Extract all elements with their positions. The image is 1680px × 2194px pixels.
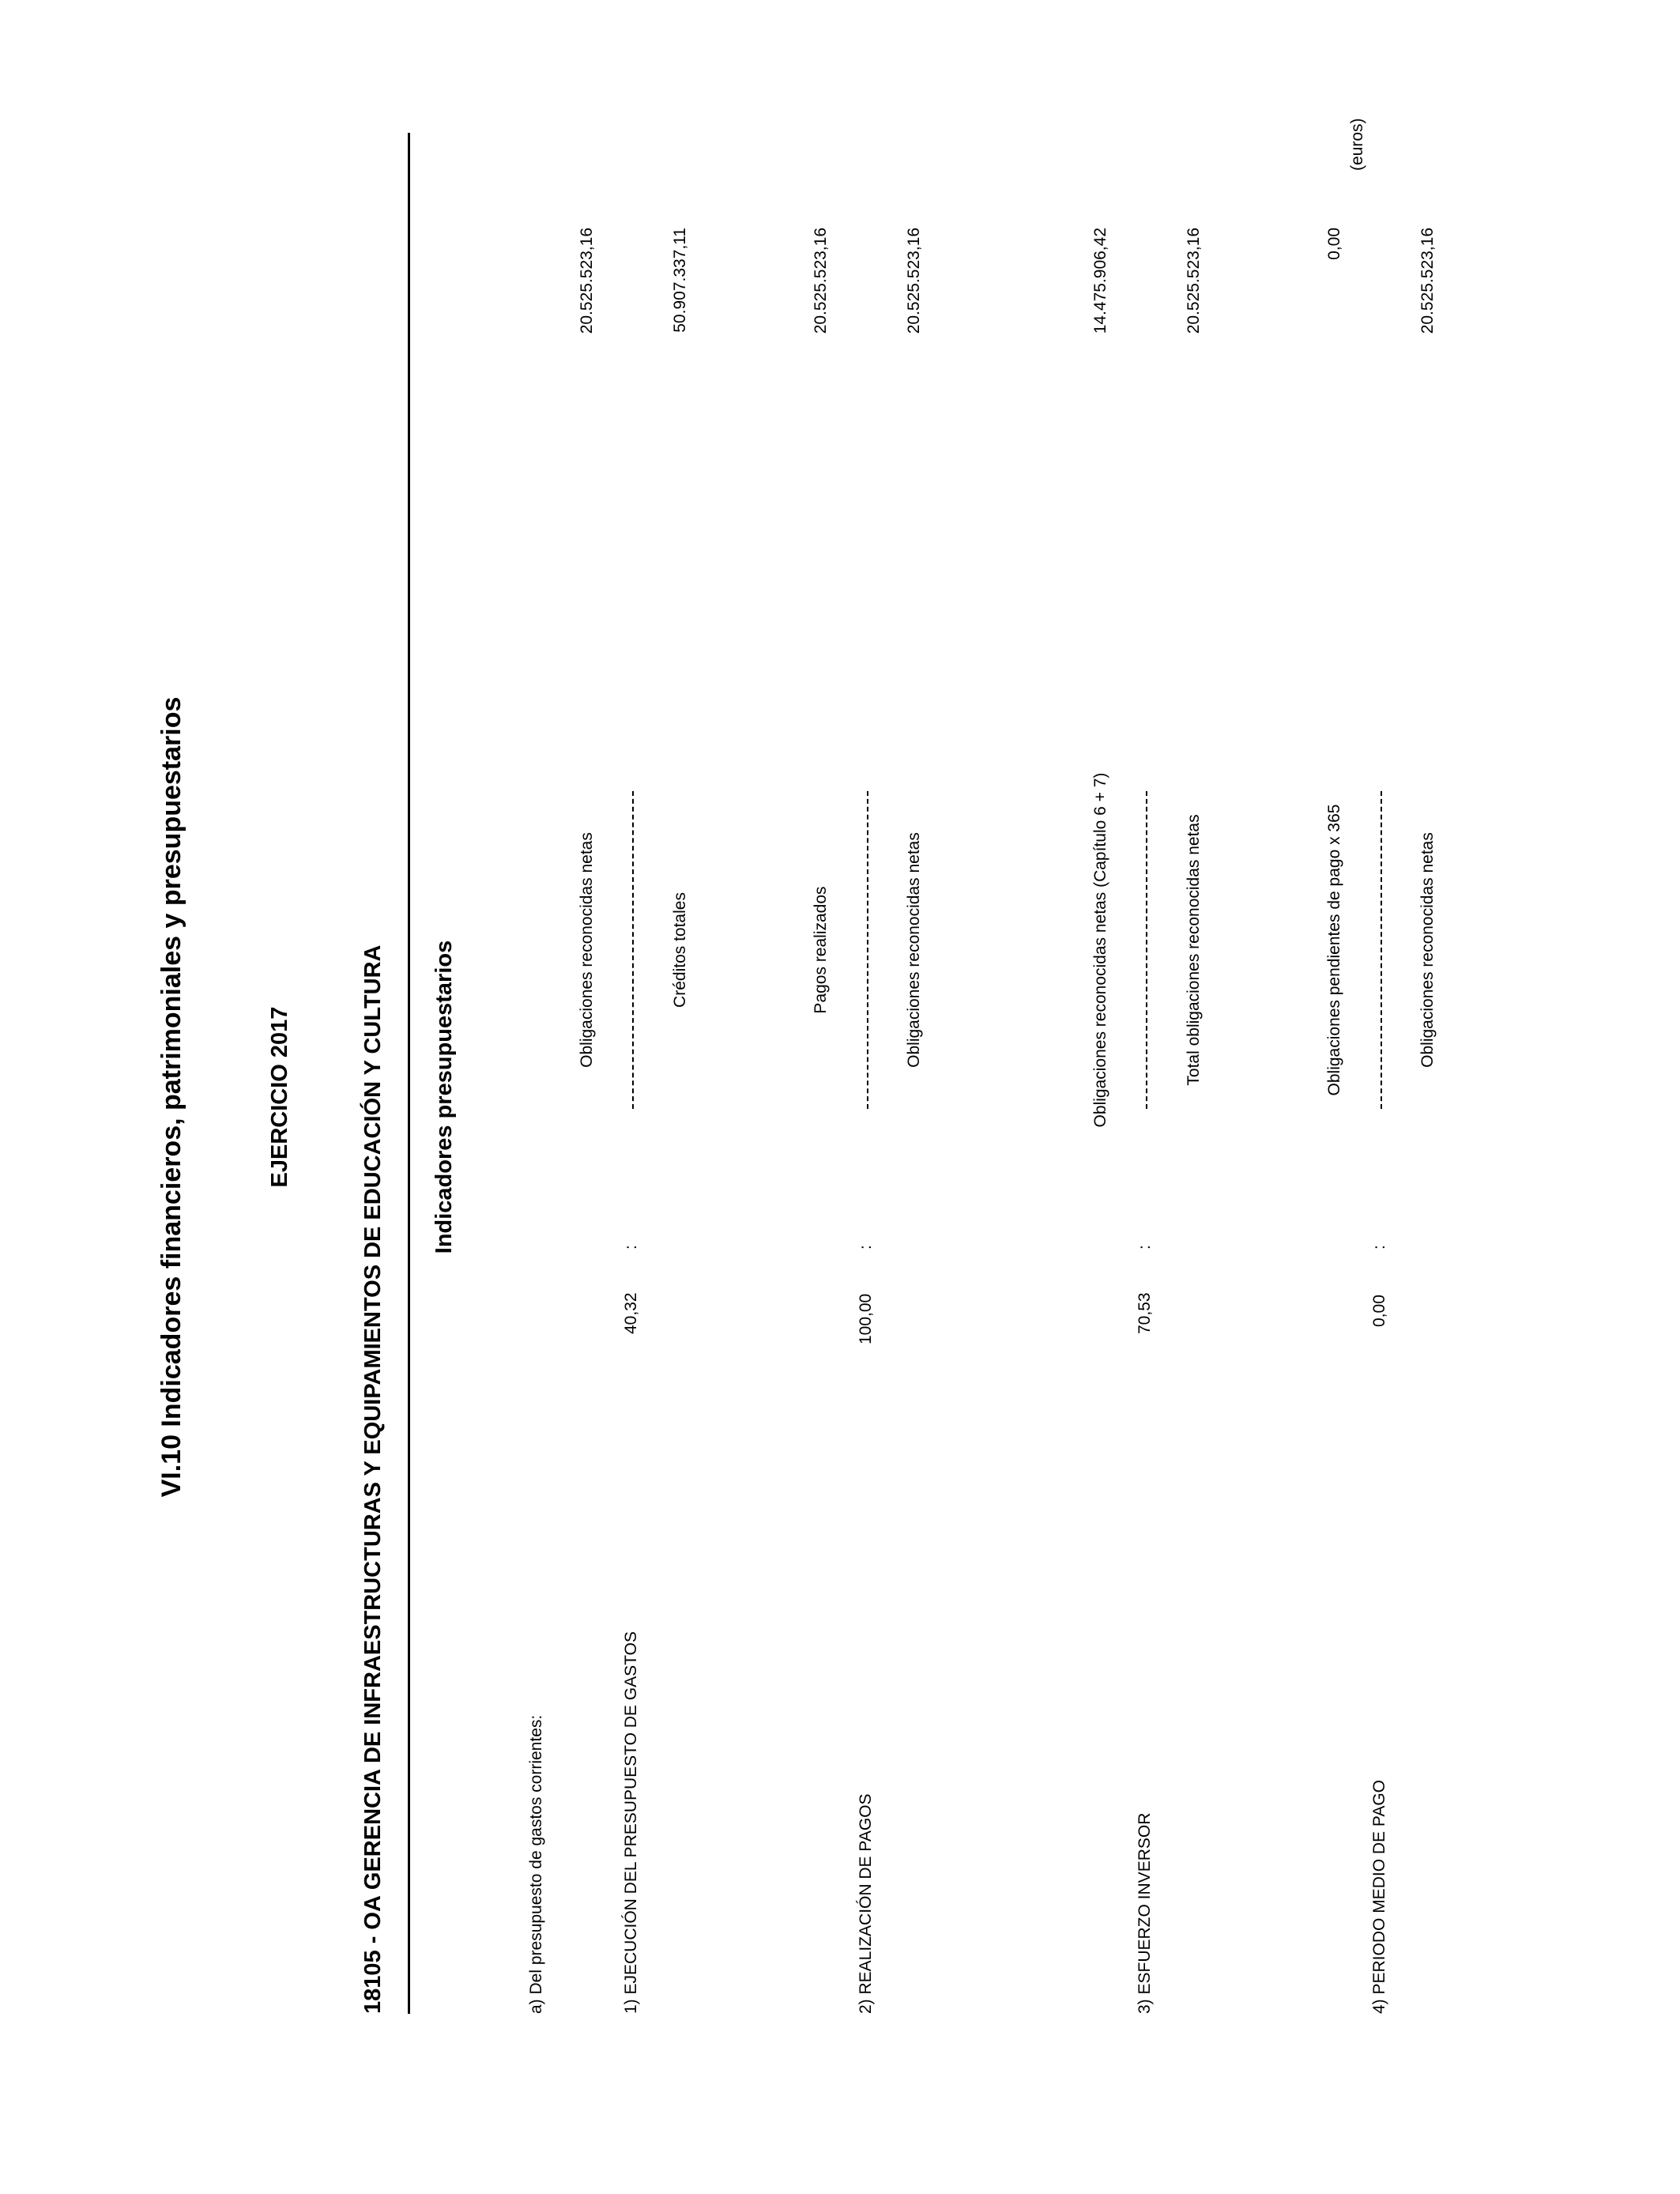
indicator-label: 4) PERIODO MEDIO DE PAGO (1370, 1780, 1388, 2014)
fraction-line (632, 791, 634, 1109)
colon-separator: : (1136, 1245, 1154, 1250)
numerator-value: 14.475.906,42 (1091, 228, 1109, 334)
denominator-value: 50.907.337,11 (671, 228, 689, 333)
denominator-label: Obligaciones reconocidas netas (1418, 832, 1437, 1068)
colon-separator: : (1370, 1245, 1388, 1250)
indicator-label: 3) ESFUERZO INVERSOR (1136, 1812, 1154, 2014)
indicator-value: 100,00 (857, 1293, 875, 1344)
section-title: Indicadores presupuestarios (431, 940, 457, 1254)
header-rule (408, 133, 410, 2014)
numerator-label: Obligaciones pendientes de pago x 365 (1325, 804, 1343, 1096)
denominator-value: 20.525.523,16 (1185, 228, 1203, 334)
indicator-value: 0,00 (1370, 1295, 1388, 1327)
denominator-value: 20.525.523,16 (1418, 228, 1437, 334)
colon-separator: : (622, 1245, 640, 1250)
fraction-line (1146, 791, 1147, 1109)
denominator-label: Obligaciones reconocidas netas (905, 832, 923, 1068)
numerator-value: 0,00 (1325, 228, 1343, 260)
units-label: (euros) (1348, 118, 1366, 171)
denominator-label: Total obligaciones reconocidas netas (1185, 814, 1203, 1086)
entity-name: 18105 - OA GERENCIA DE INFRAESTRUCTURAS Y EQUIPAMIENTOS DE EDUCACIÓN Y CULTURA (360, 944, 386, 2014)
fraction-line (1381, 791, 1382, 1109)
indicator-value: 40,32 (622, 1292, 640, 1334)
indicator-label: 1) EJECUCIÓN DEL PRESUPUESTO DE GASTOS (622, 1631, 640, 2014)
numerator-label: Obligaciones reconocidas netas (Capítulo 6 + 7) (1091, 772, 1109, 1128)
numerator-value: 20.525.523,16 (812, 228, 830, 334)
denominator-value: 20.525.523,16 (905, 228, 923, 334)
numerator-label: Pagos realizados (812, 886, 830, 1014)
colon-separator: : (857, 1245, 875, 1250)
fraction-line (867, 791, 868, 1109)
indicator-label: 2) REALIZACIÓN DE PAGOS (857, 1793, 875, 2014)
page-title: VI.10 Indicadores financieros, patrimoniales y presupuestarios (156, 696, 186, 1498)
numerator-value: 20.525.523,16 (578, 228, 596, 334)
indicator-value: 70,53 (1136, 1292, 1154, 1334)
denominator-label: Créditos totales (671, 892, 689, 1008)
subsection-label: a) Del presupuesto de gastos corrientes: (527, 1714, 545, 2014)
fiscal-year: EJERCICIO 2017 (267, 1006, 292, 1188)
numerator-label: Obligaciones reconocidas netas (578, 832, 596, 1068)
